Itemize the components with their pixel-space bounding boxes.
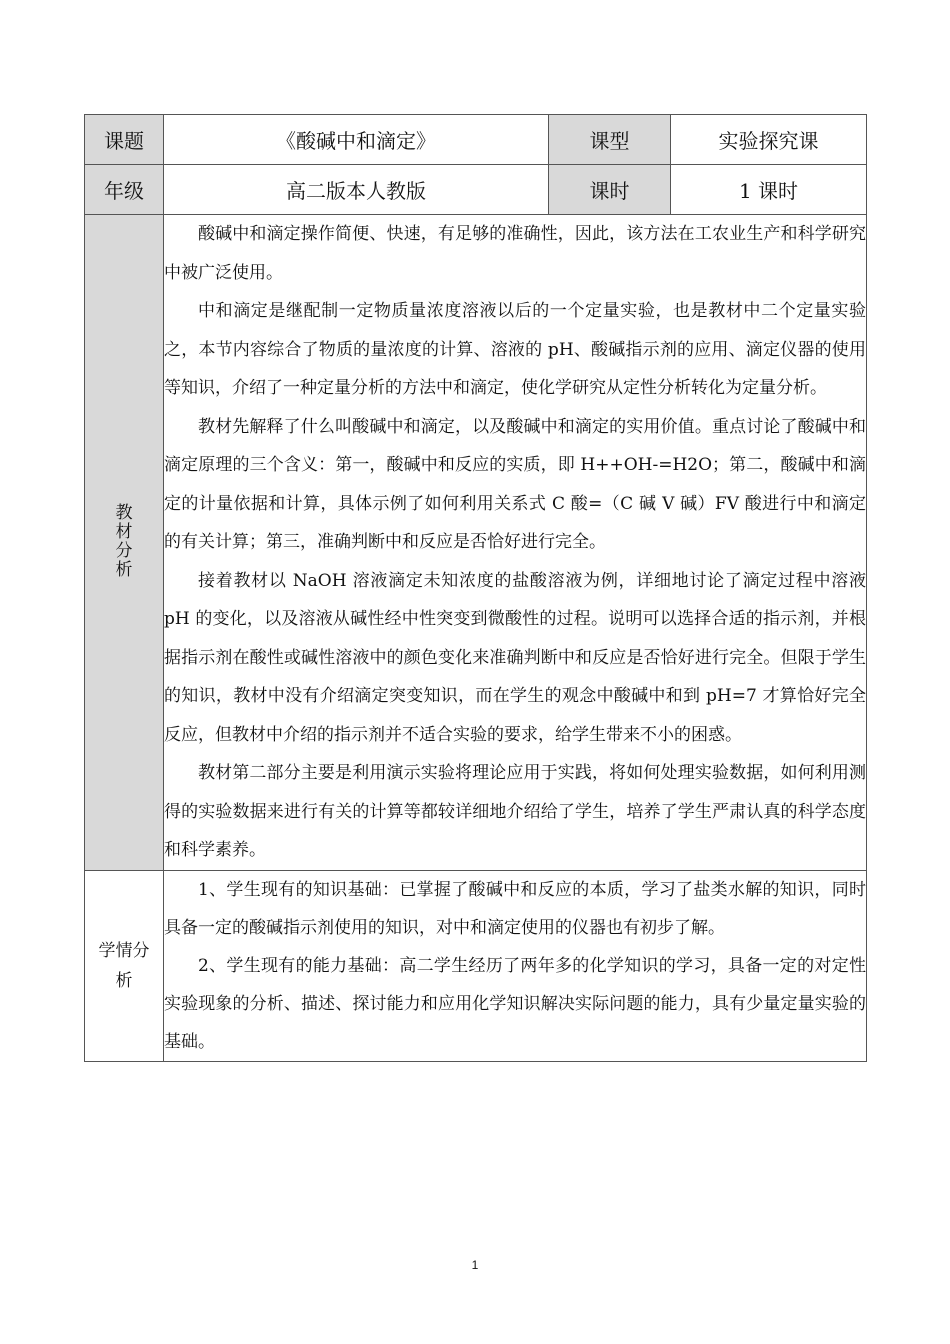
hours-value: 1 课时 <box>671 165 867 215</box>
textbook-paragraph: 教材第二部分主要是利用演示实验将理论应用于实践，将如何处理实验数据，如何利用测得的实验数据来进行有关的计算等都较详细地介绍给了学生，培养了学生严肃认真的科学态度和科学素养。 <box>164 763 866 860</box>
textbook-analysis-content <box>164 215 867 871</box>
textbook-analysis-label: 教材分析 <box>115 503 133 581</box>
textbook-paragraph: 中和滴定是继配制一定物质量浓度溶液以后的一个定量实验，也是教材中二个定量实验之，本节内容综合了物质的量浓度的计算、溶液的 pH、酸碱指示剂的应用、滴定仪器的使用等知识，介绍了一种定量分析的方法中和滴定，使化学研究从定性分析转化为定量分析。 <box>164 301 866 398</box>
textbook-paragraph: 接着教材以 NaOH 溶液滴定未知浓度的盐酸溶液为例，详细地讨论了滴定过程中溶液 pH 的变化，以及溶液从碱性经中性突变到微酸性的过程。说明可以选择合适的指示剂，并根据指示剂在酸性或碱性溶液中的颜色变化来准确判断中和反应是否恰好进行完全。但限于学生的知识，教材中没有介绍滴定突变知识，而在学生的观念中酸碱中和到 pH=7 才算恰好完全反应，但教材中介绍的指示剂并不适合实验的要求，给学生带来不小的困惑。 <box>164 570 866 745</box>
student-analysis-row <box>85 870 867 1061</box>
grade-row <box>85 165 867 215</box>
grade-value: 高二版本人教版 <box>164 165 549 215</box>
textbook-analysis-row <box>85 215 867 871</box>
lesson-plan-table <box>84 114 867 1062</box>
student-analysis-label: 学情分析 <box>98 940 150 991</box>
textbook-paragraph: 酸碱中和滴定操作简便、快速，有足够的准确性，因此，该方法在工农业生产和科学研究中被广泛使用。 <box>164 224 866 283</box>
type-label: 课型 <box>549 115 671 165</box>
student-analysis-label-cell <box>85 870 164 1061</box>
topic-label: 课题 <box>85 115 164 165</box>
hours-label: 课时 <box>549 165 671 215</box>
textbook-analysis-label-cell <box>85 215 164 871</box>
topic-row <box>85 115 867 165</box>
grade-label: 年级 <box>85 165 164 215</box>
student-paragraph: 2、学生现有的能力基础：高二学生经历了两年多的化学知识的学习，具备一定的对定性实验现象的分析、描述、探讨能力和应用化学知识解决实际问题的能力，具有少量定量实验的基础。 <box>164 955 866 1052</box>
student-analysis-content <box>164 870 867 1061</box>
topic-value: 《酸碱中和滴定》 <box>164 115 549 165</box>
page-number: 1 <box>471 1258 479 1272</box>
textbook-paragraph: 教材先解释了什么叫酸碱中和滴定，以及酸碱中和滴定的实用价值。重点讨论了酸碱中和滴定原理的三个含义：第一，酸碱中和反应的实质，即 H++OH-=H2O；第二，酸碱中和滴定的计量依据和计算，具体示例了如何利用关系式 C 酸=（C 碱 V 碱）FV 酸进行中和滴定的有关计算；第三，准确判断中和反应是否恰好进行完全。 <box>164 416 866 552</box>
type-value: 实验探究课 <box>671 115 867 165</box>
student-paragraph: 1、学生现有的知识基础：已掌握了酸碱中和反应的本质，学习了盐类水解的知识，同时具备一定的酸碱指示剂使用的知识，对中和滴定使用的仪器也有初步了解。 <box>164 879 866 938</box>
